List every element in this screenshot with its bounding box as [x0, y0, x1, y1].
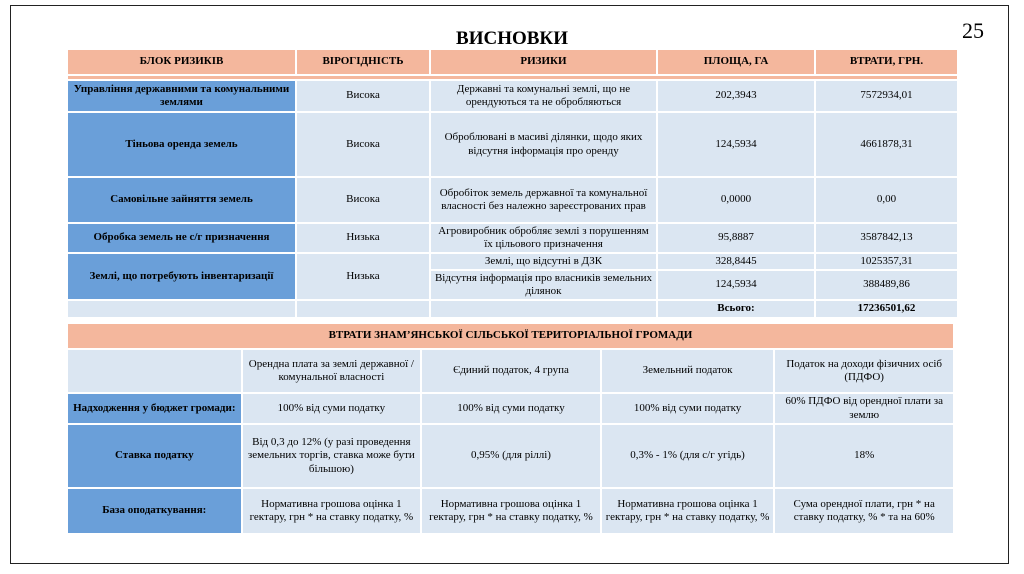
header-block: БЛОК РИЗИКІВ — [68, 50, 295, 74]
row-label: Надходження у бюджет громади: — [68, 394, 241, 423]
risk-cell: Землі, що відсутні в ДЗК — [431, 254, 656, 269]
loss-cell: 388489,86 — [816, 271, 957, 299]
table-row — [68, 425, 953, 487]
table-row — [68, 81, 957, 111]
loss-cell: 4661878,31 — [816, 113, 957, 176]
area-cell: 328,8445 — [658, 254, 814, 269]
table-row — [68, 113, 957, 176]
probability-cell: Висока — [297, 113, 429, 176]
header-risks: РИЗИКИ — [431, 50, 656, 74]
empty-cell — [431, 301, 656, 317]
losses-header-row — [68, 350, 953, 392]
area-cell: 202,3943 — [658, 81, 814, 111]
risk-cell: Відсутня інформація про власників земельних ділянок — [431, 271, 656, 299]
value-cell: 18% — [775, 425, 953, 487]
header-probability: ВІРОГІДНІСТЬ — [297, 50, 429, 74]
column-header: Податок на доходи фізичних осіб (ПДФО) — [775, 350, 953, 392]
total-value: 17236501,62 — [816, 301, 957, 317]
risk-cell: Агровиробник обробляє землі з порушенням їх цільового призначення — [431, 224, 656, 252]
risk-block-cell: Тіньова оренда земель — [68, 113, 295, 176]
risk-block-cell: Управління державними та комунальними землями — [68, 81, 295, 111]
value-cell: 0,95% (для ріллі) — [422, 425, 600, 487]
risk-block-cell: Самовільне зайняття земель — [68, 178, 295, 222]
probability-cell: Низька — [297, 224, 429, 252]
value-cell: Від 0,3 до 12% (у разі проведення земельних торгів, ставка може бути більшою) — [243, 425, 421, 487]
area-cell: 95,8887 — [658, 224, 814, 252]
loss-cell: 7572934,01 — [816, 81, 957, 111]
column-header: Земельний податок — [602, 350, 774, 392]
area-cell: 124,5934 — [658, 271, 814, 299]
column-header: Орендна плата за землі державної / комунальної власності — [243, 350, 421, 392]
table-row — [68, 254, 957, 269]
page-number: 25 — [962, 18, 984, 43]
loss-cell: 0,00 — [816, 178, 957, 222]
empty-cell — [68, 350, 241, 392]
column-header: Єдиний податок, 4 група — [422, 350, 600, 392]
value-cell: Нормативна грошова оцінка 1 гектару, грн * на ставку податку, % — [422, 489, 600, 533]
area-cell: 124,5934 — [658, 113, 814, 176]
value-cell: 0,3% - 1% (для с/г угідь) — [602, 425, 774, 487]
row-label: База оподаткування: — [68, 489, 241, 533]
losses-title-row — [68, 324, 953, 348]
header-divider — [68, 76, 957, 79]
loss-cell: 1025357,31 — [816, 254, 957, 269]
total-row — [68, 301, 957, 317]
table-row — [68, 489, 953, 533]
probability-cell: Висока — [297, 178, 429, 222]
empty-cell — [68, 301, 295, 317]
table-row — [68, 224, 957, 252]
risk-block-cell: Обробка земель не с/г призначення — [68, 224, 295, 252]
total-label: Всього: — [658, 301, 814, 317]
risks-table — [66, 48, 959, 319]
empty-cell — [297, 301, 429, 317]
value-cell: Сума орендної плати, грн * на ставку податку, % * та на 60% — [775, 489, 953, 533]
area-cell: 0,0000 — [658, 178, 814, 222]
risk-block-cell: Землі, що потребують інвентаризації — [68, 254, 295, 299]
risk-cell: Обробіток земель державної та комунальної власності без належно зареєстрованих прав — [431, 178, 656, 222]
risk-cell: Державні та комунальні землі, що не орендуються та не обробляються — [431, 81, 656, 111]
header-area: ПЛОЩА, ГА — [658, 50, 814, 74]
value-cell: 100% від суми податку — [422, 394, 600, 423]
losses-table — [66, 322, 955, 535]
value-cell: 60% ПДФО від орендної плати за землю — [775, 394, 953, 423]
probability-cell: Висока — [297, 81, 429, 111]
losses-title: ВТРАТИ ЗНАМ’ЯНСЬКОЇ СІЛЬСЬКОЇ ТЕРИТОРІАЛЬНОЇ ГРОМАДИ — [68, 324, 953, 348]
value-cell: Нормативна грошова оцінка 1 гектару, грн * на ставку податку, % — [243, 489, 421, 533]
table-row — [68, 178, 957, 222]
page-title: ВИСНОВКИ — [456, 28, 568, 49]
header-losses: ВТРАТИ, ГРН. — [816, 50, 957, 74]
risk-cell: Оброблювані в масиві ділянки, щодо яких відсутня інформація про оренду — [431, 113, 656, 176]
value-cell: Нормативна грошова оцінка 1 гектару, грн * на ставку податку, % — [602, 489, 774, 533]
table-row — [68, 394, 953, 423]
row-label: Ставка податку — [68, 425, 241, 487]
value-cell: 100% від суми податку — [243, 394, 421, 423]
risks-header-row — [68, 50, 957, 74]
probability-cell: Низька — [297, 254, 429, 299]
value-cell: 100% від суми податку — [602, 394, 774, 423]
loss-cell: 3587842,13 — [816, 224, 957, 252]
